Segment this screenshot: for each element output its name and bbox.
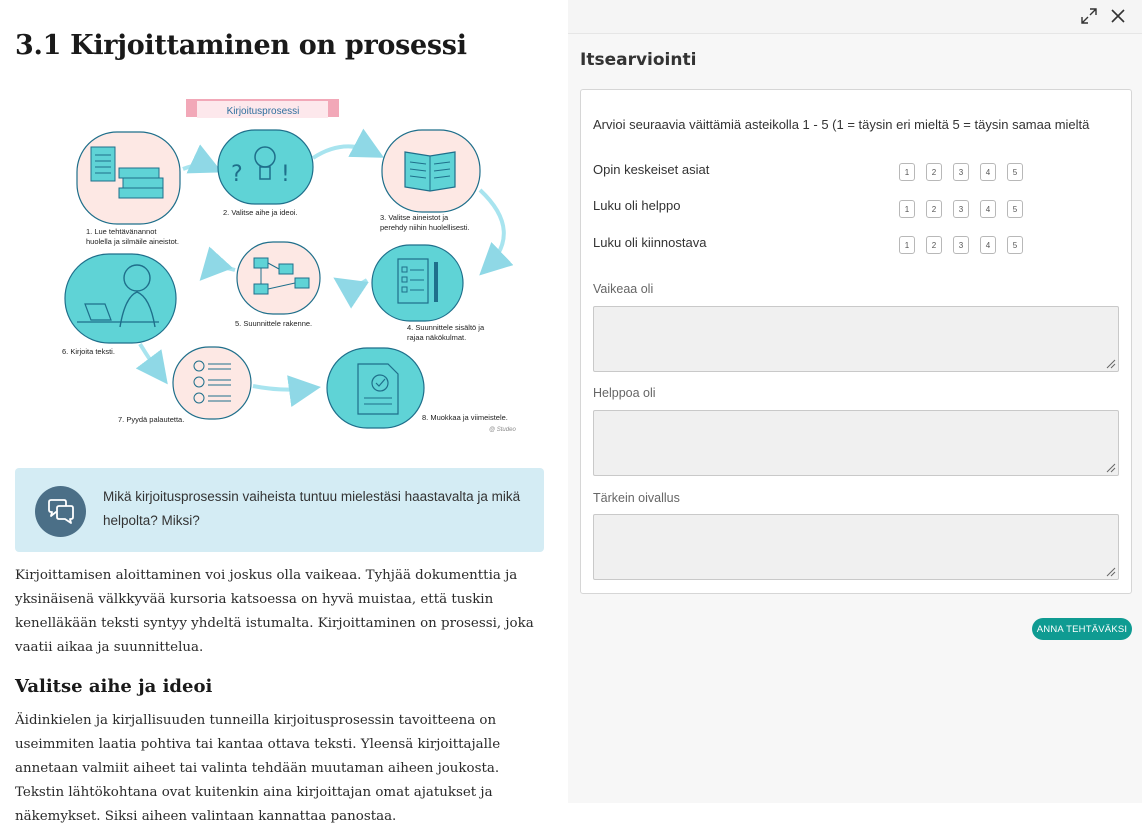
field-label: Vaikeaa oli [593,282,654,296]
diagram-credit: @ Studeo [489,427,516,433]
field-label: Tärkein oivallus [593,491,680,505]
rating-scale-3 [899,236,1023,254]
rating-option[interactable]: 2 [926,200,942,218]
difficult-textarea[interactable] [593,306,1119,372]
assign-task-button[interactable]: ANNA TEHTÄVÄKSI [1032,618,1132,640]
rating-option[interactable]: 1 [899,236,915,254]
rating-option[interactable]: 5 [1007,163,1023,181]
panel-toolbar [568,0,1142,34]
callout-text: Mikä kirjoitusprosessin vaiheista tuntuu mielestäsi haastavalta ja mikä helpolta? Miksi? [103,489,521,528]
svg-text:huolella ja silmäile aineistot: huolella ja silmäile aineistot. [86,237,179,246]
section-heading: Valitse aihe ja ideoi [15,676,213,697]
diagram-step-6 [62,254,176,356]
svg-text:5. Suunnittele rakenne.: 5. Suunnittele rakenne. [235,319,313,328]
diagram-step-7 [118,347,251,424]
field-label: Helppoa oli [593,386,656,400]
rating-option[interactable]: 4 [980,200,996,218]
self-assessment-panel [568,0,1142,803]
body-paragraph: Kirjoittamisen aloittaminen voi joskus olla vaikeaa. Tyhjää dokumenttia ja yksinäisenä välkkyvää kursoria katsoessa on hyvä muistaa, että tuskin kenelläkään teksti syntyy yhdeltä istumalta. Kirjoittaminen on prosessi, joka vaatii aikaa ja suunnittelua. [15,568,534,655]
rating-option[interactable]: 5 [1007,236,1023,254]
rating-option[interactable]: 2 [926,236,942,254]
rating-label: Luku oli kiinnostava [593,235,707,250]
writing-process-diagram [55,92,525,437]
panel-title: Itsearviointi [580,50,697,70]
rating-scale-2 [899,200,1023,218]
diagram-step-3 [380,130,480,232]
expand-icon[interactable] [1080,7,1098,25]
rating-option[interactable]: 3 [953,236,969,254]
diagram-step-5 [235,242,320,328]
page-title: 3.1 Kirjoittaminen on prosessi [15,30,467,61]
svg-text:!: ! [281,162,290,187]
diagram-step-8 [327,348,508,428]
svg-text:3. Valitse aineistot ja: 3. Valitse aineistot ja [380,213,449,222]
rating-option[interactable]: 1 [899,163,915,181]
svg-text:7. Pyydä palautetta.: 7. Pyydä palautetta. [118,415,185,424]
svg-text:4. Suunnittele sisältö ja: 4. Suunnittele sisältö ja [407,323,485,332]
svg-text:?: ? [231,162,243,187]
svg-text:1. Lue tehtävänannot: 1. Lue tehtävänannot [86,227,157,236]
svg-text:6. Kirjoita teksti.: 6. Kirjoita teksti. [62,347,115,356]
resize-grip-icon[interactable] [1105,566,1116,577]
rating-scale-1 [899,163,1023,181]
svg-text:2. Valitse aihe ja ideoi.: 2. Valitse aihe ja ideoi. [223,208,298,217]
body-paragraph: Äidinkielen ja kirjallisuuden tunneilla kirjoitusprosessin tavoitteena on useimmiten laatia pohtiva tai kantaa ottava teksti. Yleensä kirjoittajalle annetaan valmiit aiheet tai valinta tehdään muutaman aiheen joukosta. Tekstin lähtökohtana ovat kuitenkin aina kirjoittajan omat ajatukset ja näkemykset. Siksi aiheen valintaan kannattaa panostaa. [15,713,501,824]
chapter-content [0,0,568,824]
rating-label: Opin keskeiset asiat [593,162,710,177]
discussion-callout [15,468,544,552]
svg-text:rajaa näkökulmat.: rajaa näkökulmat. [407,333,467,342]
key-insight-textarea[interactable] [593,514,1119,580]
resize-grip-icon[interactable] [1105,358,1116,369]
diagram-step-4 [372,245,485,342]
rating-option[interactable]: 4 [980,236,996,254]
rating-option[interactable]: 3 [953,200,969,218]
easy-textarea[interactable] [593,410,1119,476]
svg-text:perehdy niihin huolellisesti.: perehdy niihin huolellisesti. [380,223,470,232]
rating-option[interactable]: 3 [953,163,969,181]
instructions-text: Arvioi seuraavia väittämiä asteikolla 1 - 5 (1 = täysin eri mieltä 5 = täysin samaa mieltä [593,117,1090,132]
rating-label: Luku oli helppo [593,198,681,213]
rating-option[interactable]: 4 [980,163,996,181]
diagram-step-2 [218,130,313,217]
resize-grip-icon[interactable] [1105,462,1116,473]
diagram-banner [186,99,339,118]
assessment-form [580,89,1132,594]
rating-option[interactable]: 1 [899,200,915,218]
close-icon[interactable] [1109,7,1127,25]
diagram-step-1 [77,132,180,246]
rating-option[interactable]: 5 [1007,200,1023,218]
diagram-banner-text: Kirjoitusprosessi [226,106,300,117]
speech-bubbles-icon [35,486,86,537]
rating-option[interactable]: 2 [926,163,942,181]
svg-text:8. Muokkaa ja viimeistele.: 8. Muokkaa ja viimeistele. [422,413,508,422]
